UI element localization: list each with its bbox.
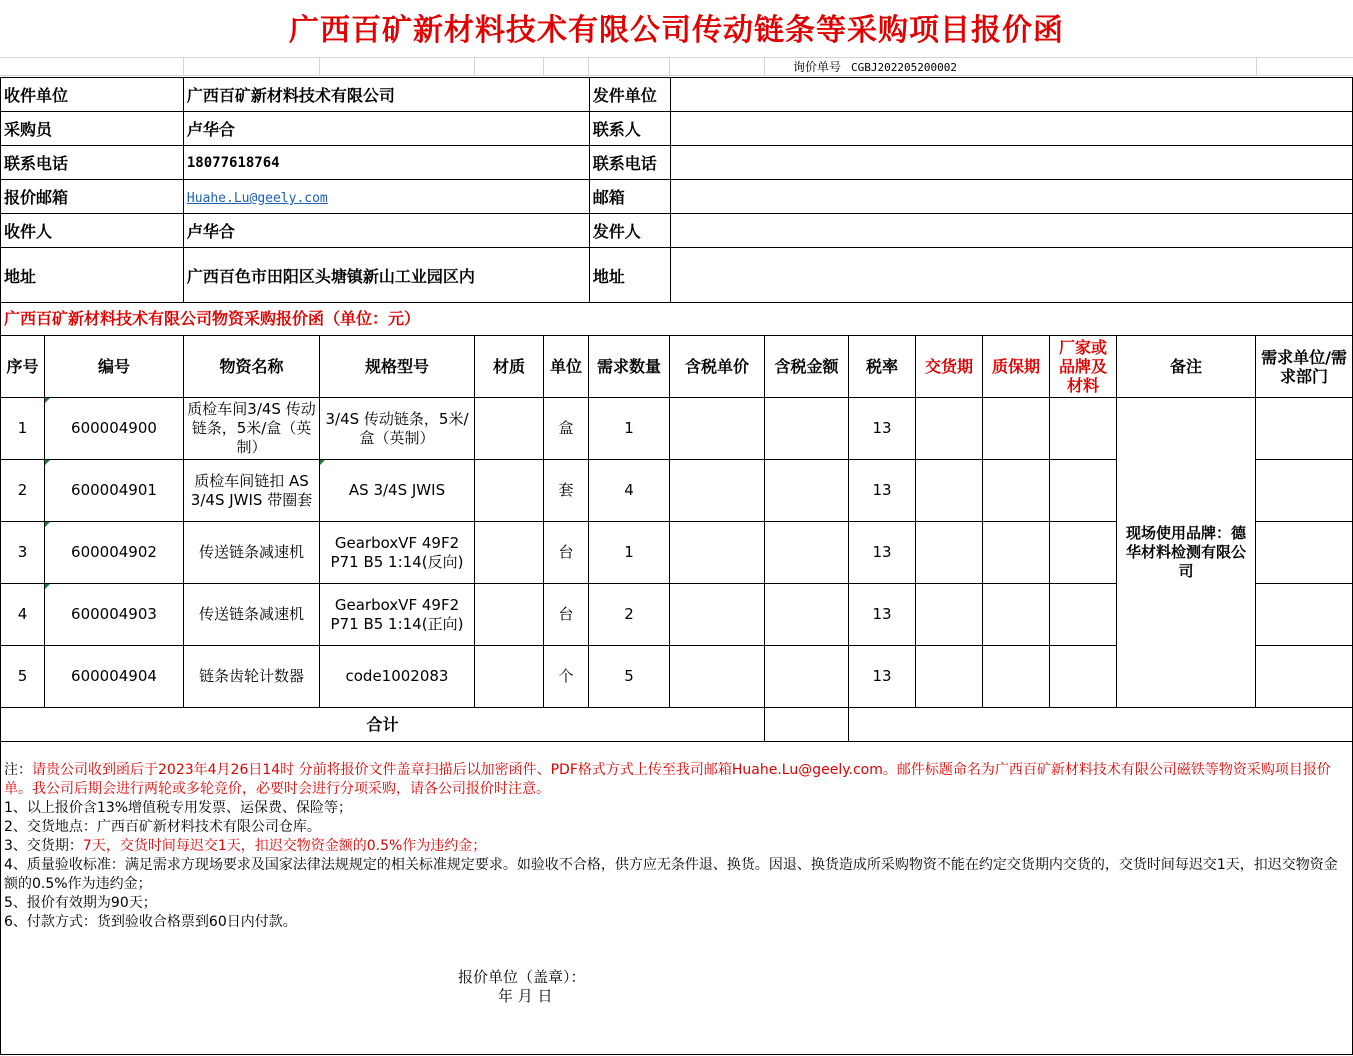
cell-material[interactable] xyxy=(475,460,544,522)
col-header: 含税单价 xyxy=(670,336,765,398)
info-row xyxy=(1,78,1353,112)
cell-tax: 13 xyxy=(849,460,916,522)
cell-name: 传送链条减速机 xyxy=(184,584,320,646)
info-label: 邮箱 xyxy=(589,180,670,214)
cell-dept[interactable] xyxy=(1256,460,1353,522)
cell-name: 链条齿轮计数器 xyxy=(184,646,320,708)
email-link[interactable]: Huahe.Lu@geely.com xyxy=(186,191,328,206)
info-label: 联系电话 xyxy=(589,146,670,180)
info-label: 联系电话 xyxy=(1,146,184,180)
info-value[interactable] xyxy=(670,78,1352,112)
cell-code: 600004904 xyxy=(45,646,184,708)
total-row xyxy=(1,708,1353,742)
info-label: 采购员 xyxy=(1,112,184,146)
cell-name: 传送链条减速机 xyxy=(184,522,320,584)
grid-line xyxy=(183,58,184,75)
note-4: 4、质量验收标准：满足需求方现场要求及国家法律法规规定的相关标准规定要求。如验收不合格，供方应无条件退、换货。因退、换货造成所采购物资不能在约定交货期内交货的，交货时间每迟交1天，扣迟交物资金额的0.5%作为违约金； xyxy=(4,857,1338,892)
cell-name: 质检车间链扣 AS 3/4S JWIS 带圈套 xyxy=(184,460,320,522)
col-header: 质保期 xyxy=(983,336,1050,398)
cell-tax: 13 xyxy=(849,522,916,584)
grid-line xyxy=(0,75,1353,76)
col-header: 交货期 xyxy=(916,336,983,398)
cell-dept[interactable] xyxy=(1256,398,1353,460)
info-value[interactable]: 卢华合 xyxy=(183,112,589,146)
cell-code: 600004902 xyxy=(45,522,184,584)
cell-unit: 个 xyxy=(544,646,589,708)
total-label: 合计 xyxy=(1,708,765,742)
note-2: 2、交货地点：广西百矿新材料技术有限公司仓库。 xyxy=(4,819,321,835)
cell-code: 600004903 xyxy=(45,584,184,646)
info-label: 报价邮箱 xyxy=(1,180,184,214)
info-row xyxy=(1,112,1353,146)
info-label: 地址 xyxy=(589,248,670,303)
contact-info-table xyxy=(0,77,1353,303)
note-prefix: 3、交货期： xyxy=(4,838,83,854)
info-label: 联系人 xyxy=(589,112,670,146)
cell-warranty[interactable] xyxy=(983,522,1050,584)
cell-material[interactable] xyxy=(475,398,544,460)
info-row xyxy=(1,146,1353,180)
note-delivery: 7天，交货时间每迟交1天，扣迟交物资金额的0.5%作为违约金； xyxy=(82,838,487,854)
cell-brand[interactable] xyxy=(1050,584,1117,646)
cell-qty: 5 xyxy=(589,646,670,708)
col-header: 含税金额 xyxy=(765,336,849,398)
total-amount[interactable] xyxy=(765,708,849,742)
cell-amount[interactable] xyxy=(765,584,849,646)
grid-line xyxy=(319,58,320,75)
grid-line xyxy=(543,58,544,75)
cell-warranty[interactable] xyxy=(983,398,1050,460)
cell-spec: GearboxVF 49F2 P71 B5 1:14(正向) xyxy=(320,584,475,646)
cell-dept[interactable] xyxy=(1256,584,1353,646)
notes-block xyxy=(0,741,1353,1055)
cell-amount[interactable] xyxy=(765,398,849,460)
total-blank xyxy=(849,708,1353,742)
cell-brand[interactable] xyxy=(1050,522,1117,584)
cell-delivery[interactable] xyxy=(916,646,983,708)
cell-material[interactable] xyxy=(475,584,544,646)
cell-delivery[interactable] xyxy=(916,398,983,460)
info-row xyxy=(1,180,1353,214)
cell-name: 质检车间3/4S 传动链条，5米/盒（英制） xyxy=(184,398,320,460)
signature-date: 年 月 日 xyxy=(498,987,553,1005)
cell-unit: 台 xyxy=(544,522,589,584)
grid-line xyxy=(474,58,475,75)
table-row xyxy=(1,398,1353,460)
cell-qty: 2 xyxy=(589,584,670,646)
cell-spec: code1002083 xyxy=(320,646,475,708)
cell-remark: 现场使用品牌：德华材料检测有限公司 xyxy=(1117,398,1256,708)
cell-material[interactable] xyxy=(475,646,544,708)
cell-unit: 台 xyxy=(544,584,589,646)
col-header: 备注 xyxy=(1117,336,1256,398)
note-prefix: 注： xyxy=(4,762,32,778)
cell-no: 2 xyxy=(1,460,45,522)
info-value[interactable] xyxy=(670,214,1352,248)
col-header: 税率 xyxy=(849,336,916,398)
cell-dept[interactable] xyxy=(1256,522,1353,584)
cell-warranty[interactable] xyxy=(983,584,1050,646)
info-label: 发件单位 xyxy=(589,78,670,112)
cell-unit-price[interactable] xyxy=(670,460,765,522)
cell-tax: 13 xyxy=(849,398,916,460)
col-header: 需求数量 xyxy=(589,336,670,398)
cell-delivery[interactable] xyxy=(916,460,983,522)
cell-qty: 4 xyxy=(589,460,670,522)
info-value[interactable] xyxy=(670,112,1352,146)
info-value[interactable] xyxy=(670,180,1352,214)
cell-unit-price[interactable] xyxy=(670,398,765,460)
cell-spec: GearboxVF 49F2 P71 B5 1:14(反向) xyxy=(320,522,475,584)
info-label: 发件人 xyxy=(589,214,670,248)
col-header: 物资名称 xyxy=(184,336,320,398)
cell-dept[interactable] xyxy=(1256,646,1353,708)
cell-tax: 13 xyxy=(849,646,916,708)
col-header: 规格型号 xyxy=(320,336,475,398)
col-header: 序号 xyxy=(1,336,45,398)
info-value[interactable] xyxy=(670,248,1352,303)
note-0 xyxy=(4,761,1348,799)
cell-brand[interactable] xyxy=(1050,398,1117,460)
info-row xyxy=(1,214,1353,248)
signature-block xyxy=(458,968,586,1006)
info-value[interactable]: 卢华合 xyxy=(183,214,589,248)
cell-unit: 套 xyxy=(544,460,589,522)
header-row xyxy=(1,336,1353,398)
col-header: 厂家或品牌及材料 xyxy=(1050,336,1117,398)
cell-warranty[interactable] xyxy=(983,460,1050,522)
cell-delivery[interactable] xyxy=(916,522,983,584)
note-1: 1、以上报价含13%增值税专用发票、运保费、保险等； xyxy=(4,800,353,816)
cell-brand[interactable] xyxy=(1050,460,1117,522)
note-6: 6、付款方式：货到验收合格票到60日内付款。 xyxy=(4,914,297,930)
note-deadline: 请贵公司收到函后于2023年4月26日14时 分前将报价文件盖章扫描后以加密函件、PDF格式方式上传至我司邮箱Huahe.Lu@geely.com。邮件标题命名为广西百矿新材料技术有限公司磁铁等物资采购项目报价单。我公司后期会进行两轮或多轮竞价，必要时会进行分项采购，请各公司报价时注意。 xyxy=(4,762,1331,797)
info-value[interactable]: 广西百矿新材料技术有限公司 xyxy=(183,78,589,112)
cell-spec: AS 3/4S JWIS xyxy=(320,460,475,522)
col-header: 单位 xyxy=(544,336,589,398)
note-5: 5、报价有效期为90天； xyxy=(4,895,157,911)
cell-no: 5 xyxy=(1,646,45,708)
cell-code: 600004901 xyxy=(45,460,184,522)
info-label: 收件人 xyxy=(1,214,184,248)
cell-material[interactable] xyxy=(475,522,544,584)
grid-line xyxy=(0,57,1353,58)
cell-tax: 13 xyxy=(849,584,916,646)
cell-qty: 1 xyxy=(589,398,670,460)
info-label: 地址 xyxy=(1,248,184,303)
cell-spec: 3/4S 传动链条，5米/盒（英制） xyxy=(320,398,475,460)
cell-no: 1 xyxy=(1,398,45,460)
info-value[interactable]: 18077618764 xyxy=(183,146,589,180)
col-header: 编号 xyxy=(45,336,184,398)
info-label: 收件单位 xyxy=(1,78,184,112)
cell-no: 4 xyxy=(1,584,45,646)
cell-unit-price[interactable] xyxy=(670,646,765,708)
grid-line xyxy=(669,58,670,75)
grid-line xyxy=(588,58,589,75)
note-3 xyxy=(4,837,1348,856)
inquiry-label: 询价单号 xyxy=(793,60,842,74)
inquiry-value: CGBJ202205200002 xyxy=(851,61,957,74)
inquiry-number xyxy=(765,59,1353,75)
cell-unit-price[interactable] xyxy=(670,522,765,584)
col-header: 需求单位/需求部门 xyxy=(1256,336,1353,398)
cell-no: 3 xyxy=(1,522,45,584)
cell-amount[interactable] xyxy=(765,522,849,584)
items-table xyxy=(0,335,1353,742)
page-title: 广西百矿新材料技术有限公司传动链条等采购项目报价函 xyxy=(289,13,1064,48)
cell-brand[interactable] xyxy=(1050,646,1117,708)
info-value[interactable] xyxy=(670,146,1352,180)
cell-delivery[interactable] xyxy=(916,584,983,646)
col-header: 材质 xyxy=(475,336,544,398)
cell-warranty[interactable] xyxy=(983,646,1050,708)
cell-amount[interactable] xyxy=(765,646,849,708)
cell-unit: 盒 xyxy=(544,398,589,460)
cell-unit-price[interactable] xyxy=(670,584,765,646)
cell-amount[interactable] xyxy=(765,460,849,522)
info-row xyxy=(1,248,1353,303)
cell-qty: 1 xyxy=(589,522,670,584)
signature-unit: 报价单位（盖章）： xyxy=(458,968,586,986)
cell-code: 600004900 xyxy=(45,398,184,460)
section-title: 广西百矿新材料技术有限公司物资采购报价函（单位：元） xyxy=(0,302,1353,335)
email-cell xyxy=(183,180,589,214)
info-value[interactable]: 广西百色市田阳区头塘镇新山工业园区内 xyxy=(183,248,589,303)
